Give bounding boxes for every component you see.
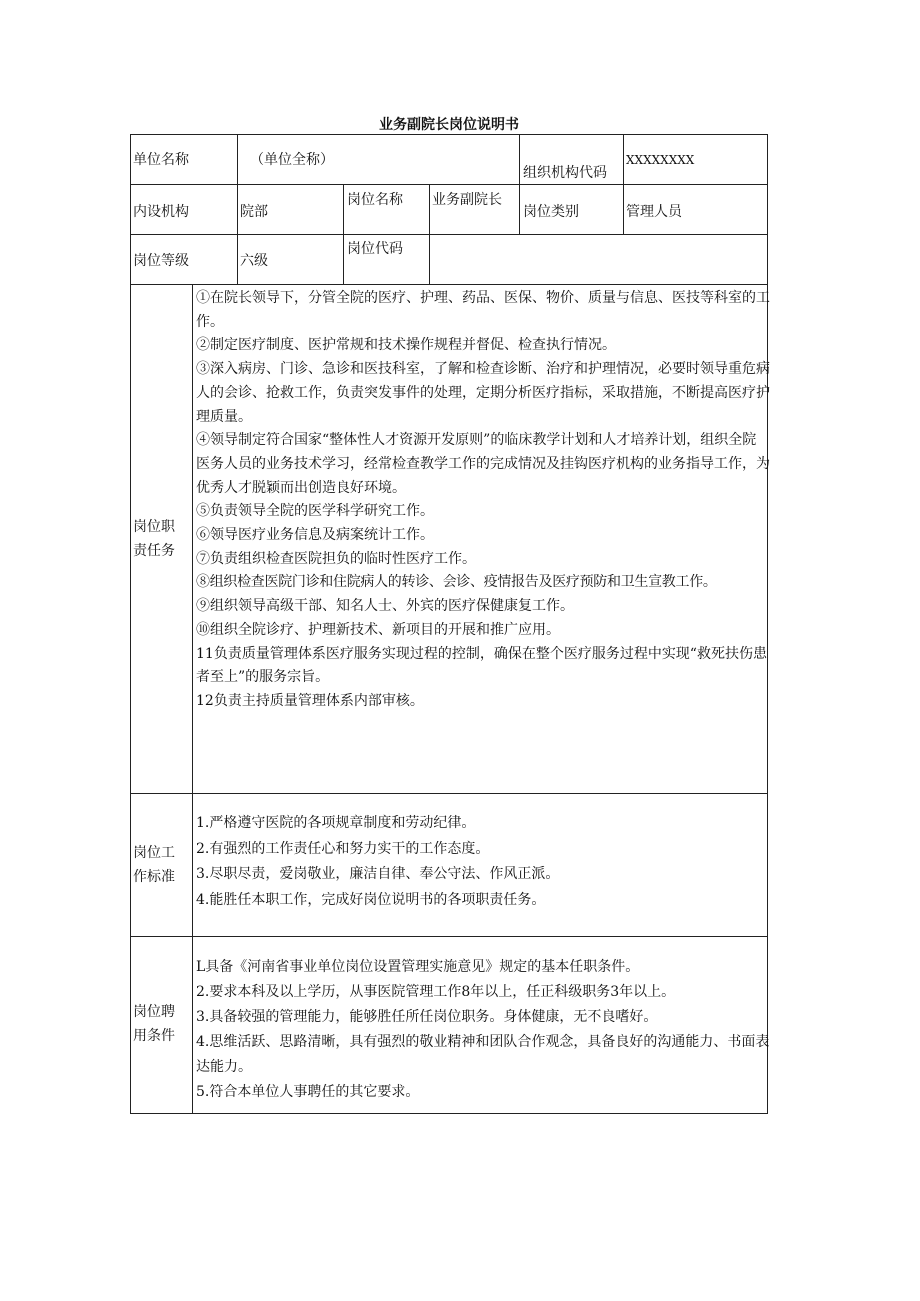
duties-label: [133, 515, 175, 563]
org-code-value: XXXXXXXX: [626, 153, 695, 167]
condition-item-2: 2.要求本科及以上学历，从事医院管理工作8年以上，任正科级职务3年以上。: [196, 984, 676, 1000]
post-name-value: 业务副院长: [432, 192, 502, 208]
unit-name-label: 单位名称: [133, 152, 189, 168]
duty-item-1: ①在院长领导下，分管全院的医疗、护理、药品、医保、物价、质量与信息、医技等科室的工作。: [196, 290, 770, 330]
org-code-label: 组织机构代码: [523, 165, 607, 181]
standards-label-line2: 作标准: [133, 869, 175, 885]
standards-label-cell: [130, 793, 193, 937]
dept-label: 内设机构: [133, 204, 189, 220]
conditions-list: [196, 955, 770, 1105]
standard-item-4: 4.能胜任本职工作，完成好岗位说明书的各项职责任务。: [196, 891, 546, 908]
duty-item-9: ⑨组织领导高级干部、知名人士、外宾的医疗保健康复工作。: [196, 598, 574, 615]
duty-item-8: ⑧组织检查医院门诊和住院病人的转诊、会诊、疫情报告及医疗预防和卫生宣教工作。: [196, 574, 717, 591]
post-code-value-cell: [429, 234, 768, 285]
org-code-value-cell: [623, 134, 768, 185]
condition-item-5: 5.符合本单位人事聘任的其它要求。: [196, 1084, 420, 1100]
duty-item-6: ⑥领导医疗业务信息及病案统计工作。: [196, 527, 434, 544]
duties-list: [196, 287, 770, 714]
duty-item-4: ④领导制定符合国家“整体性人才资源开发原则”的临床教学计划和人才培养计划，组织全院医务人员的业务技术学习，经常检查教学工作的完成情况及挂钩医疗机构的业务指导工作，为优秀人才脱颖而出创造良好环境。: [196, 432, 770, 496]
duty-item-10: ⑩组织全院诊疗、护理新技术、新项目的开展和推广应用。: [196, 621, 560, 638]
post-code-label-cell: [343, 234, 430, 285]
standards-label-line1: 岗位工: [133, 845, 175, 861]
post-name-label: 岗位名称: [347, 192, 403, 208]
unit-name-value: （单位全称）: [250, 152, 334, 168]
post-type-value: 管理人员: [626, 204, 682, 220]
duties-label-line2: 责任务: [133, 543, 175, 559]
duty-item-7: ⑦负责组织检查医院担负的临时性医疗工作。: [196, 550, 476, 567]
post-name-value-cell: [429, 184, 520, 235]
conditions-label-line2: 用条件: [133, 1028, 175, 1044]
duty-item-5: ⑤负责领导全院的医学科学研究工作。: [196, 503, 434, 520]
dept-value-cell: [237, 184, 344, 235]
duty-item-11: 11负责质量管理体系医疗服务实现过程的控制，确保在整个医疗服务过程中实现“救死扶伤患者至上”的服务宗旨。: [196, 645, 767, 686]
duties-label-cell: [130, 284, 193, 794]
post-level-label: 岗位等级: [133, 253, 189, 269]
conditions-label: [133, 1000, 175, 1048]
post-level-label-cell: [130, 234, 238, 285]
conditions-label-line1: 岗位聘: [133, 1004, 175, 1020]
standard-item-1: 1.严格遵守医院的各项规章制度和劳动纪律。: [196, 815, 476, 831]
post-code-label: 岗位代码: [347, 241, 403, 257]
condition-item-4: 4.思维活跃、思路清晰，具有强烈的敬业精神和团队合作观念，具备良好的沟通能力、书面表达能力。: [196, 1034, 770, 1075]
unit-name-value-cell: [237, 134, 520, 185]
duties-label-line1: 岗位职: [133, 519, 175, 535]
duty-item-3: ③深入病房、门诊、急诊和医技科室，了解和检查诊断、治疗和护理情况，必要时领导重危病人的会诊、抢救工作，负责突发事件的处理，定期分析医疗指标，采取措施，不断提高医疗护理质量。: [196, 361, 770, 425]
post-type-value-cell: [623, 184, 768, 235]
post-type-label: 岗位类别: [523, 204, 579, 220]
conditions-label-cell: [130, 936, 193, 1114]
post-type-label-cell: [519, 184, 624, 235]
document-title: 业务副院长岗位说明书: [379, 117, 519, 133]
standards-label: [133, 841, 175, 889]
post-name-label-cell: [343, 184, 430, 235]
condition-item-1: L具备《河南省事业单位岗位设置管理实施意见》规定的基本任职条件。: [196, 959, 640, 975]
dept-label-cell: [130, 184, 238, 235]
standard-item-3: 3.尽职尽责，爱岗敬业，廉洁自律、奉公守法、作风正派。: [196, 866, 560, 882]
post-level-value-cell: [237, 234, 344, 285]
duty-item-2: ②制定医疗制度、医护常规和技术操作规程并督促、检查执行情况。: [196, 337, 616, 354]
dept-value: 院部: [240, 204, 268, 220]
org-code-label-cell: [519, 134, 624, 185]
condition-item-3: 3.具备较强的管理能力，能够胜任所任岗位职务。身体健康，无不良嗜好。: [196, 1009, 658, 1025]
standards-list: [196, 811, 770, 913]
duty-item-12: 12负责主持质量管理体系内部审核。: [196, 692, 424, 709]
unit-name-label-cell: [130, 134, 238, 185]
standard-item-2: 2.有强烈的工作责任心和努力实干的工作态度。: [196, 840, 490, 857]
post-level-value: 六级: [240, 253, 268, 269]
